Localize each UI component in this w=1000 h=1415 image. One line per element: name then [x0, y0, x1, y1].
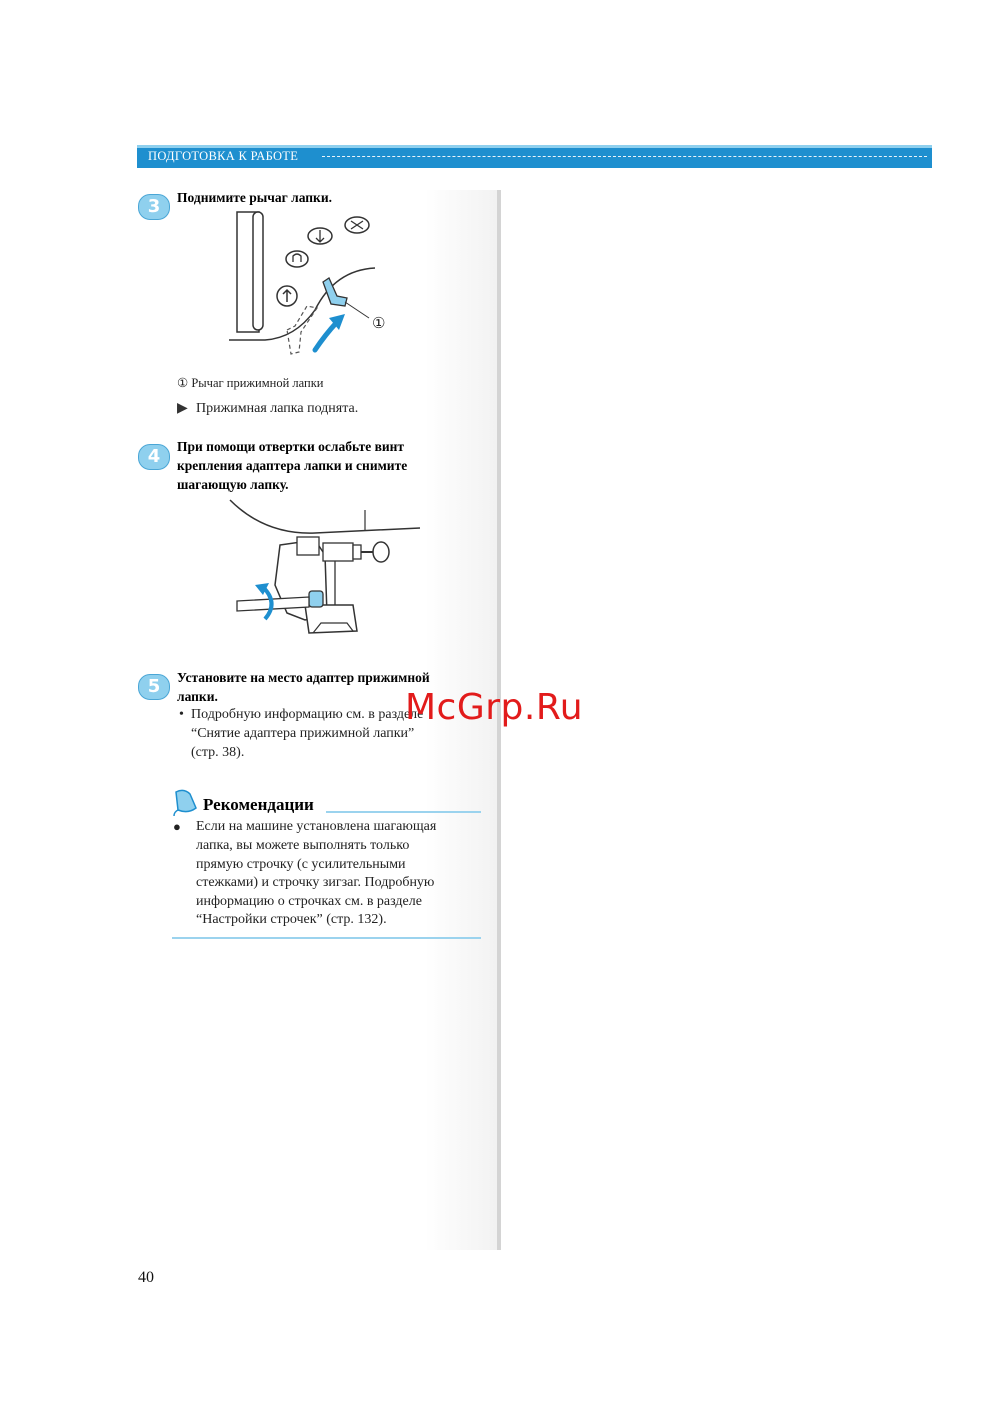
step-3-result: Прижимная лапка поднята. [196, 401, 359, 416]
watermark-logo: McGrp.Ru [405, 687, 584, 728]
tips-bullet-icon: ● [173, 819, 181, 834]
page-number: 40 [138, 1269, 154, 1286]
tips-line-5: информацию о строчках см. в разделе [196, 894, 422, 909]
step-5-note-line-3: (стр. 38). [191, 745, 245, 760]
callout-number-1: ① [372, 316, 386, 332]
step-5-title-line-2: лапки. [177, 689, 218, 704]
tips-line-1: Если на машине установлена шагающая [196, 819, 437, 834]
tips-bottom-rule [172, 937, 481, 939]
step-5-note-line-2: “Снятие адаптера прижимной лапки” [191, 726, 415, 741]
step-5-note-line-1: Подробную информацию см. в разделе [191, 707, 424, 722]
walking-foot-removal-illustration [225, 495, 425, 655]
reverse-stitch-button-icon [286, 251, 308, 267]
presser-foot-button-icon [277, 286, 297, 306]
tips-line-6: “Настройки строчек” (стр. 132). [196, 912, 387, 927]
presser-lever-illustration [225, 210, 395, 360]
needle-position-button-icon [308, 228, 332, 244]
tip-bell-icon [170, 786, 200, 816]
tips-title-underline [326, 811, 481, 813]
tips-title: Рекомендации [203, 795, 314, 814]
step-5-number: 5 [138, 674, 170, 700]
section-header-title: ПОДГОТОВКА К РАБОТЕ [148, 149, 299, 163]
step-4-title-line-1: При помощи отвертки ослабьте винт [177, 439, 405, 454]
tips-line-3: прямую строчку (с усилительными [196, 857, 406, 872]
step-5-title-line-1: Установите на место адаптер прижимной [177, 670, 430, 685]
step-4-title-line-3: шагающую лапку. [177, 477, 289, 492]
header-dashed-line [322, 156, 927, 157]
step-3-number: 3 [138, 194, 170, 220]
step-3-legend: ① Рычаг прижимной лапки [177, 376, 324, 390]
bullet-marker: • [179, 707, 184, 722]
step-4-number: 4 [138, 444, 170, 470]
tips-line-4: стежками) и строчку зигзаг. Подробную [196, 875, 435, 890]
result-arrow-icon: ▶ [177, 401, 188, 416]
step-3-title: Поднимите рычаг лапки. [177, 190, 332, 205]
thread-cutter-button-icon [345, 217, 369, 233]
tips-line-2: лапка, вы можете выполнять только [196, 838, 410, 853]
step-4-title-line-2: крепления адаптера лапки и снимите [177, 458, 408, 473]
